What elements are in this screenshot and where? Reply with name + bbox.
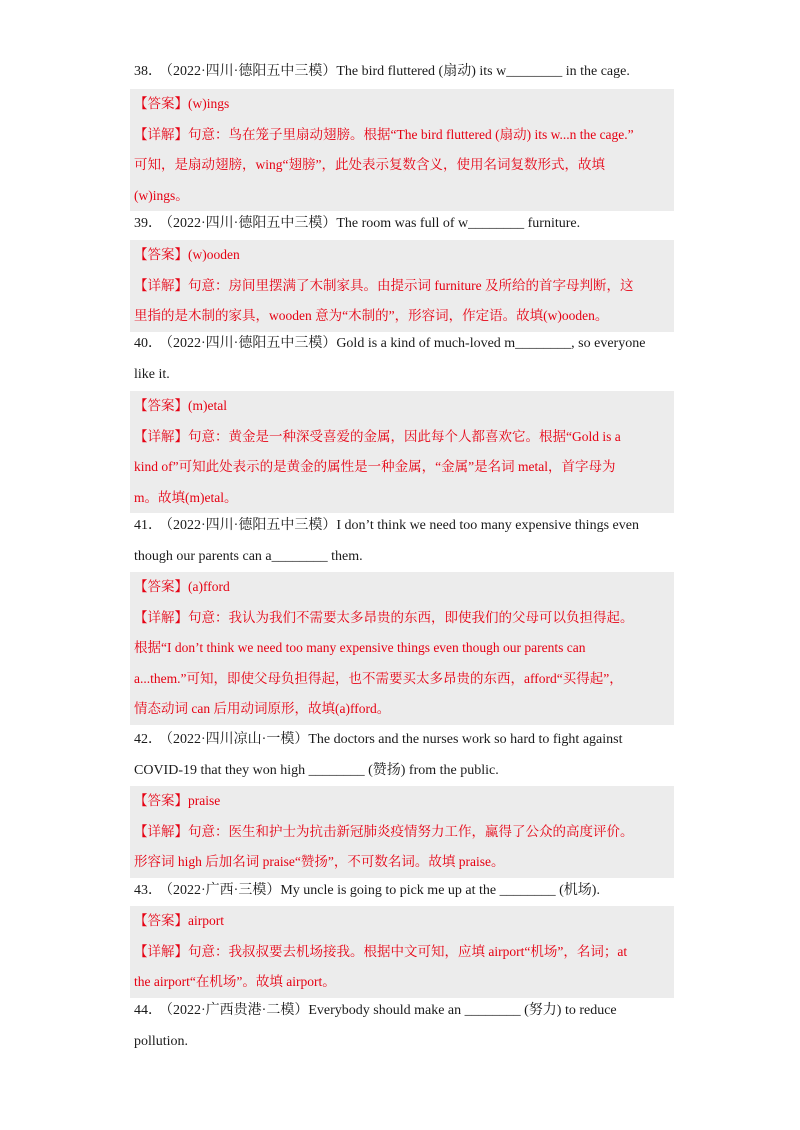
question-text: （2022·四川·德阳五中三模）The room was full of w________ furniture. [166,216,581,231]
answer-label: 【答案】 [134,579,188,594]
answer-text: (a)fford [188,579,230,594]
answer-block-38 [130,89,674,211]
answer-block-41 [130,572,674,725]
answer-line [134,89,670,120]
question-line [134,208,674,239]
detail-line: 可知，是扇动翅膀，wing“翅膀”，此处表示复数含义，使用名词复数形式，故填 [134,157,605,172]
question-line: pollution. [134,1034,189,1049]
answer-text: (w)ooden [188,247,240,262]
detail-label: 【详解】 [134,126,188,142]
detail-line: 根据“I don’t think we need too many expensive things even though our parents can [134,640,586,655]
question-number: 42． [134,732,162,747]
detail-text: 句意：我叔叔要去机场接我。根据中文可知，应填 airport“机场”，名词；at [188,943,628,959]
question-text: （2022·四川·德阳五中三模）Gold is a kind of much-loved m________, so everyone [166,336,646,351]
question-line [134,875,674,906]
question-number: 39． [134,216,162,231]
detail-line: kind of”可知此处表示的是黄金的属性是一种金属，“金属”是名词 metal，首字母为 [134,459,616,474]
detail-text: 句意：我认为我们不需要太多昂贵的东西，即使我们的父母可以负担得起。 [188,609,634,625]
question-41 [134,510,674,572]
detail-text: 句意：医生和护士为抗击新冠肺炎疫情努力工作，赢得了公众的高度评价。 [188,823,634,839]
question-number: 40． [134,336,162,351]
question-number: 44． [134,1003,162,1018]
answer-line [134,572,670,603]
detail-line: m。故填(m)etal。 [134,489,238,505]
detail-line: a...them.”可知，即使父母负担得起，也不需要买太多昂贵的东西，afford“买得起”， [134,670,623,686]
detail-label: 【详解】 [134,609,188,625]
question-line: COVID-19 that they won high ________ (赞扬) from the public. [134,763,499,778]
detail-line: 情态动词 can 后用动词原形，故填(a)fford。 [134,701,391,716]
question-text: （2022·四川·德阳五中三模）The bird fluttered (扇动) its w________ in the cage. [166,64,630,79]
question-40 [134,328,674,390]
question-number: 41． [134,518,162,533]
answer-line [134,391,670,422]
answer-line [134,240,670,271]
detail-text: 句意：房间里摆满了木制家具。由提示词 furniture 及所给的首字母判断，这 [188,277,634,293]
question-43 [134,875,674,906]
answer-label: 【答案】 [134,96,188,111]
question-text: （2022·广西贵港·二模）Everybody should make an ________ (努力) to reduce [166,1003,617,1018]
answer-line [134,786,670,817]
question-text: （2022·四川凉山·一模）The doctors and the nurses work so hard to fight against [166,732,623,747]
question-38 [134,56,674,87]
answer-text: praise [188,793,221,808]
answer-label: 【答案】 [134,398,188,413]
detail-line: 形容词 high 后加名词 praise“赞扬”，不可数名词。故填 praise。 [134,854,505,869]
detail-line [134,271,670,302]
detail-line [134,817,670,848]
detail-text: 句意：黄金是一种深受喜爱的金属，因此每个人都喜欢它。根据“Gold is a [188,428,621,444]
question-42 [134,724,674,786]
answer-label: 【答案】 [134,793,188,808]
answer-text: (m)etal [188,398,227,413]
detail-line [134,603,670,634]
question-39 [134,208,674,239]
question-text: （2022·四川·德阳五中三模）I don’t think we need too many expensive things even [166,518,639,533]
question-line [134,56,674,87]
question-line [134,724,674,755]
answer-block-39 [130,240,674,332]
detail-line: the airport“在机场”。故填 airport。 [134,974,336,989]
detail-line [134,937,670,968]
detail-text: 句意：鸟在笼子里扇动翅膀。根据“The bird fluttered (扇动) its w...n the cage.” [188,126,634,142]
question-text: （2022·广西·三模）My uncle is going to pick me up at the ________ (机场). [166,883,600,898]
question-line: though our parents can a________ them. [134,549,363,564]
question-44 [134,995,674,1057]
detail-line: 里指的是木制的家具，wooden 意为“木制的”，形容词，作定语。故填(w)ooden。 [134,308,609,323]
question-line [134,510,674,541]
answer-text: airport [188,913,224,928]
question-line [134,328,674,359]
detail-line: (w)ings。 [134,187,189,203]
answer-label: 【答案】 [134,913,188,928]
answer-label: 【答案】 [134,247,188,262]
answer-block-42 [130,786,674,878]
detail-line [134,120,670,151]
question-line [134,995,674,1026]
answer-block-43 [130,906,674,998]
question-number: 43． [134,883,162,898]
answer-text: (w)ings [188,96,230,111]
detail-label: 【详解】 [134,943,188,959]
question-number: 38． [134,64,162,79]
detail-label: 【详解】 [134,428,188,444]
answer-line [134,906,670,937]
detail-label: 【详解】 [134,277,188,293]
detail-label: 【详解】 [134,823,188,839]
detail-line [134,422,670,453]
answer-block-40 [130,391,674,513]
question-line: like it. [134,367,170,382]
